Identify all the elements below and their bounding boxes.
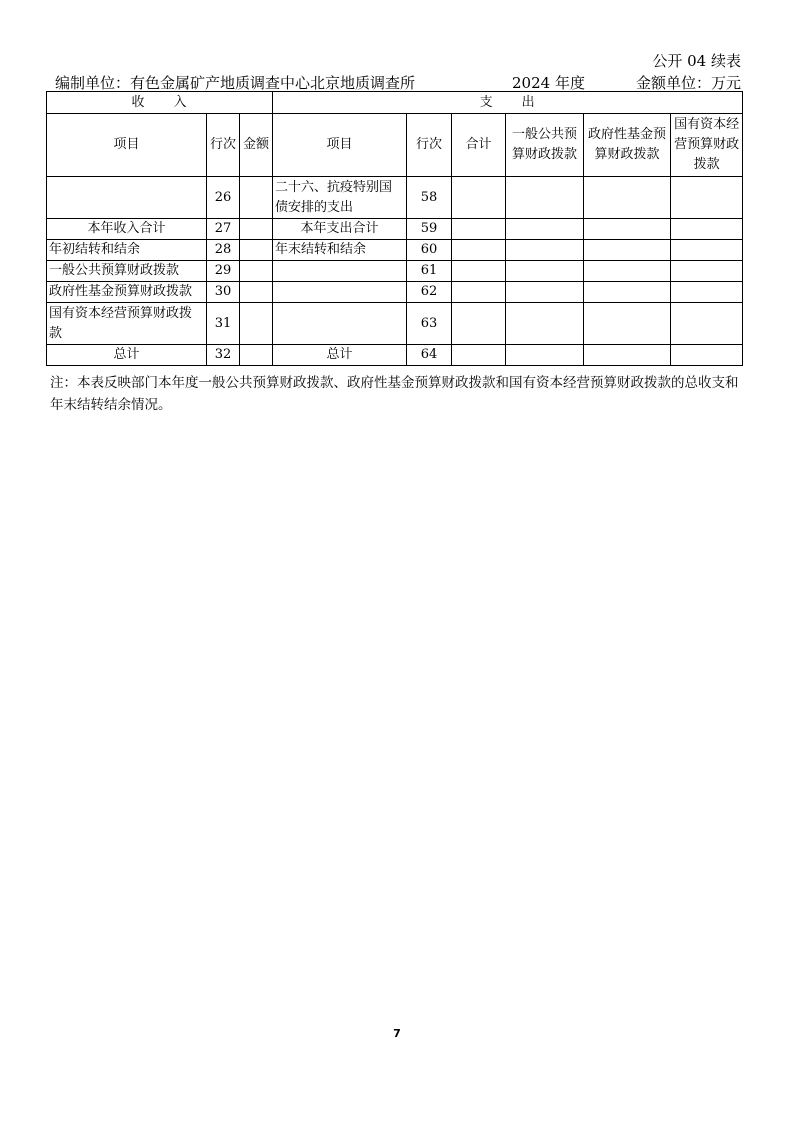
col-gov-fund: 政府性基金预算财政拨款 [584, 114, 671, 177]
income-item [47, 177, 207, 219]
general-budget-cell [506, 303, 584, 345]
col-income-line-no: 行次 [207, 114, 240, 177]
expense-line: 59 [407, 219, 452, 240]
gov-fund-cell [584, 345, 671, 366]
income-line: 30 [207, 282, 240, 303]
expense-item: 年末结转和结余 [273, 240, 407, 261]
expense-line: 58 [407, 177, 452, 219]
expense-line: 60 [407, 240, 452, 261]
total-cell [452, 345, 506, 366]
compiling-unit: 编制单位：有色金属矿产地质调查中心北京地质调查所 [55, 74, 416, 92]
expense-group-header: 支 出 [273, 92, 743, 114]
income-amount [240, 240, 273, 261]
expense-line: 61 [407, 261, 452, 282]
total-cell [452, 177, 506, 219]
income-item: 总计 [47, 345, 207, 366]
table-row [47, 219, 743, 240]
column-header-row [47, 114, 743, 177]
income-amount [240, 282, 273, 303]
total-cell [452, 303, 506, 345]
expense-line: 64 [407, 345, 452, 366]
col-total: 合计 [452, 114, 506, 177]
total-cell [452, 219, 506, 240]
table-row [47, 345, 743, 366]
col-general-budget: 一般公共预算财政拨款 [506, 114, 584, 177]
fiscal-year: 2024 年度 [512, 74, 585, 92]
table-row [47, 282, 743, 303]
expense-item: 本年支出合计 [273, 219, 407, 240]
total-cell [452, 261, 506, 282]
gov-fund-cell [584, 219, 671, 240]
col-income-item: 项目 [47, 114, 207, 177]
income-item: 国有资本经营预算财政拨款 [47, 303, 207, 345]
income-line: 32 [207, 345, 240, 366]
page-number: 7 [393, 1027, 401, 1040]
expense-line: 62 [407, 282, 452, 303]
income-item: 本年收入合计 [47, 219, 207, 240]
income-item: 政府性基金预算财政拨款 [47, 282, 207, 303]
expense-item: 总计 [273, 345, 407, 366]
table-row [47, 177, 743, 219]
table-note: 注：本表反映部门本年度一般公共预算财政拨款、政府性基金预算财政拨款和国有资本经营预算财政拨款的总收支和年末结转结余情况。 [50, 375, 739, 413]
col-income-amount: 金额 [240, 114, 273, 177]
amount-unit: 金额单位：万元 [635, 74, 741, 92]
income-item: 一般公共预算财政拨款 [47, 261, 207, 282]
general-budget-cell [506, 261, 584, 282]
total-cell [452, 282, 506, 303]
gov-fund-cell [584, 303, 671, 345]
income-item: 年初结转和结余 [47, 240, 207, 261]
expense-line: 63 [407, 303, 452, 345]
report-header [55, 72, 741, 92]
income-line: 27 [207, 219, 240, 240]
gov-fund-cell [584, 177, 671, 219]
budget-table [46, 91, 743, 366]
expense-item [273, 303, 407, 345]
state-capital-cell [671, 177, 743, 219]
expense-item [273, 282, 407, 303]
general-budget-cell [506, 219, 584, 240]
col-state-capital: 国有资本经营预算财政拨款 [671, 114, 743, 177]
general-budget-cell [506, 345, 584, 366]
income-line: 28 [207, 240, 240, 261]
table-row [47, 240, 743, 261]
total-cell [452, 240, 506, 261]
group-header-row [47, 92, 743, 114]
document-code: 公开 04 续表 [652, 52, 741, 70]
state-capital-cell [671, 282, 743, 303]
income-amount [240, 345, 273, 366]
gov-fund-cell [584, 282, 671, 303]
table-row [47, 303, 743, 345]
income-amount [240, 303, 273, 345]
expense-item: 二十六、抗疫特别国债安排的支出 [273, 177, 407, 219]
income-amount [240, 177, 273, 219]
income-amount [240, 261, 273, 282]
gov-fund-cell [584, 261, 671, 282]
col-expense-line-no: 行次 [407, 114, 452, 177]
general-budget-cell [506, 177, 584, 219]
col-expense-item: 项目 [273, 114, 407, 177]
state-capital-cell [671, 345, 743, 366]
income-line: 26 [207, 177, 240, 219]
general-budget-cell [506, 240, 584, 261]
table-row [47, 261, 743, 282]
income-amount [240, 219, 273, 240]
general-budget-cell [506, 282, 584, 303]
income-line: 29 [207, 261, 240, 282]
state-capital-cell [671, 303, 743, 345]
gov-fund-cell [584, 240, 671, 261]
income-group-header: 收 入 [47, 92, 273, 114]
income-line: 31 [207, 303, 240, 345]
state-capital-cell [671, 240, 743, 261]
state-capital-cell [671, 261, 743, 282]
state-capital-cell [671, 219, 743, 240]
expense-item [273, 261, 407, 282]
